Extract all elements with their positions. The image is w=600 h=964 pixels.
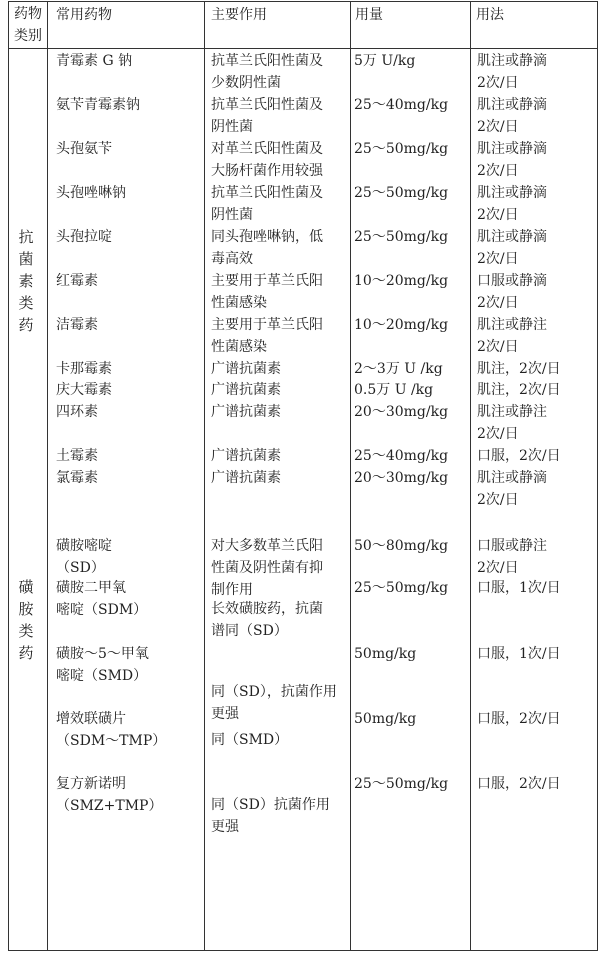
cell-effect: 更强 <box>211 819 239 835</box>
cell-usage: 2次/日 <box>477 75 519 91</box>
cell-usage: 2次/日 <box>477 207 519 223</box>
cell-effect: 同（SD）抗菌作用 <box>211 797 330 813</box>
column-divider <box>204 1 205 950</box>
cell-usage: 肌注或静滴 <box>477 229 547 245</box>
cell-drug: 增效联磺片 <box>56 711 126 727</box>
cell-dosage: 25～50mg/kg <box>354 185 449 201</box>
column-divider <box>597 1 598 950</box>
cell-drug: 青霉素 G 钠 <box>56 53 133 69</box>
cell-dosage: 20～30mg/kg <box>354 404 449 420</box>
cell-usage: 2次/日 <box>477 251 519 267</box>
cell-effect: 性菌感染 <box>211 339 267 355</box>
cell-effect: 广谱抗菌素 <box>211 448 281 464</box>
cell-effect: 制作用 <box>211 582 253 598</box>
cell-usage: 2次/日 <box>477 163 519 179</box>
cell-usage: 肌注，2次/日 <box>477 361 561 377</box>
group-label-antibiotics: 抗 菌 素 类 药 <box>18 228 34 334</box>
cell-effect: 抗革兰氏阳性菌及 <box>211 53 323 69</box>
cell-dosage: 10～20mg/kg <box>354 273 449 289</box>
cell-dosage: 50mg/kg <box>354 711 417 727</box>
cell-effect: 广谱抗菌素 <box>211 361 281 377</box>
cell-usage: 口服，2次/日 <box>477 776 561 792</box>
cell-effect: 同头孢唑啉钠，低 <box>211 229 323 245</box>
cell-usage: 肌注，2次/日 <box>477 382 561 398</box>
cell-effect: 阴性菌 <box>211 119 253 135</box>
cell-usage: 肌注或静滴 <box>477 97 547 113</box>
cell-dosage: 2～3万 U /kg <box>354 361 443 377</box>
cell-usage: 2次/日 <box>477 295 519 311</box>
cell-drug: 氯霉素 <box>56 470 98 486</box>
header-effect: 主要作用 <box>211 7 267 23</box>
cell-drug: 磺胺嘧啶 <box>56 538 112 554</box>
cell-effect: 广谱抗菌素 <box>211 404 281 420</box>
cell-drug: 磺胺二甲氧 <box>56 580 126 596</box>
cell-effect: 性菌感染 <box>211 295 267 311</box>
column-divider <box>47 1 48 950</box>
cell-usage: 口服，1次/日 <box>477 646 561 662</box>
cell-usage: 肌注或静滴 <box>477 470 547 486</box>
column-divider <box>350 1 351 950</box>
cell-drug: （SDM～TMP） <box>56 733 167 749</box>
cell-dosage: 25～50mg/kg <box>354 776 449 792</box>
row-divider <box>8 950 598 951</box>
cell-drug: 洁霉素 <box>56 317 98 333</box>
cell-dosage: 5万 U/kg <box>354 53 416 69</box>
cell-dosage: 25～40mg/kg <box>354 97 449 113</box>
cell-drug: 嘧啶（SMD） <box>56 668 148 684</box>
cell-drug: 头孢唑啉钠 <box>56 185 126 201</box>
cell-dosage: 25～40mg/kg <box>354 448 449 464</box>
cell-drug: 氨苄青霉素钠 <box>56 97 140 113</box>
cell-usage: 肌注或静滴 <box>477 141 547 157</box>
cell-usage: 口服，2次/日 <box>477 711 561 727</box>
column-divider <box>8 1 9 950</box>
header-drug: 常用药物 <box>56 7 112 23</box>
cell-dosage: 50～80mg/kg <box>354 538 449 554</box>
cell-dosage: 10～20mg/kg <box>354 317 449 333</box>
cell-effect: 少数阴性菌 <box>211 75 281 91</box>
cell-effect: 同（SMD） <box>211 732 289 748</box>
cell-usage: 肌注或静滴 <box>477 185 547 201</box>
cell-drug: 嘧啶（SDM） <box>56 602 148 618</box>
cell-usage: 肌注或静注 <box>477 404 547 420</box>
cell-usage: 口服，2次/日 <box>477 448 561 464</box>
cell-usage: 2次/日 <box>477 492 519 508</box>
cell-usage: 口服，1次/日 <box>477 580 561 596</box>
cell-drug: （SD） <box>56 560 105 576</box>
cell-usage: 口服或静注 <box>477 538 547 554</box>
cell-effect: 抗革兰氏阳性菌及 <box>211 185 323 201</box>
cell-dosage: 20～30mg/kg <box>354 470 449 486</box>
cell-effect: 性菌及阴性菌有抑 <box>211 560 323 576</box>
cell-drug: （SMZ+TMP） <box>56 798 163 814</box>
cell-effect: 对革兰氏阳性菌及 <box>211 141 323 157</box>
cell-effect: 更强 <box>211 706 239 722</box>
cell-effect: 广谱抗菌素 <box>211 382 281 398</box>
row-divider <box>8 1 598 2</box>
cell-effect: 谱同（SD） <box>211 623 288 639</box>
cell-effect: 同（SD），抗菌作用 <box>211 684 337 700</box>
cell-usage: 2次/日 <box>477 560 519 576</box>
cell-drug: 磺胺～5～甲氧 <box>56 646 149 662</box>
cell-usage: 肌注或静注 <box>477 317 547 333</box>
cell-effect: 广谱抗菌素 <box>211 470 281 486</box>
cell-drug: 头孢氨苄 <box>56 141 112 157</box>
cell-effect: 主要用于革兰氏阳 <box>211 317 323 333</box>
cell-drug: 红霉素 <box>56 273 98 289</box>
column-divider <box>470 1 471 950</box>
cell-drug: 复方新诺明 <box>56 776 126 792</box>
cell-effect: 大肠杆菌作用较强 <box>211 163 323 179</box>
cell-drug: 庆大霉素 <box>56 382 112 398</box>
cell-effect: 阴性菌 <box>211 207 253 223</box>
cell-drug: 卡那霉素 <box>56 361 112 377</box>
header-dosage: 用量 <box>355 7 383 23</box>
cell-effect: 长效磺胺药，抗菌 <box>211 601 323 617</box>
group-label-sulfonamides: 磺 胺 类 药 <box>18 578 34 662</box>
cell-drug: 土霉素 <box>56 448 98 464</box>
cell-dosage: 50mg/kg <box>354 646 417 662</box>
cell-usage: 2次/日 <box>477 119 519 135</box>
cell-drug: 四环素 <box>56 404 98 420</box>
cell-effect: 主要用于革兰氏阳 <box>211 273 323 289</box>
cell-usage: 肌注或静滴 <box>477 53 547 69</box>
cell-drug: 头孢拉啶 <box>56 229 112 245</box>
cell-effect: 毒高效 <box>211 251 253 267</box>
cell-usage: 2次/日 <box>477 339 519 355</box>
cell-usage: 2次/日 <box>477 426 519 442</box>
cell-dosage: 0.5万 U /kg <box>354 382 434 398</box>
cell-dosage: 25～50mg/kg <box>354 141 449 157</box>
row-divider <box>8 48 598 49</box>
cell-dosage: 25～50mg/kg <box>354 229 449 245</box>
cell-effect: 对大多数革兰氏阳 <box>211 538 323 554</box>
header-category: 药物类别 <box>14 6 42 44</box>
cell-usage: 口服或静滴 <box>477 273 547 289</box>
cell-dosage: 25～50mg/kg <box>354 580 449 596</box>
header-usage: 用法 <box>476 7 504 23</box>
cell-effect: 抗革兰氏阳性菌及 <box>211 97 323 113</box>
